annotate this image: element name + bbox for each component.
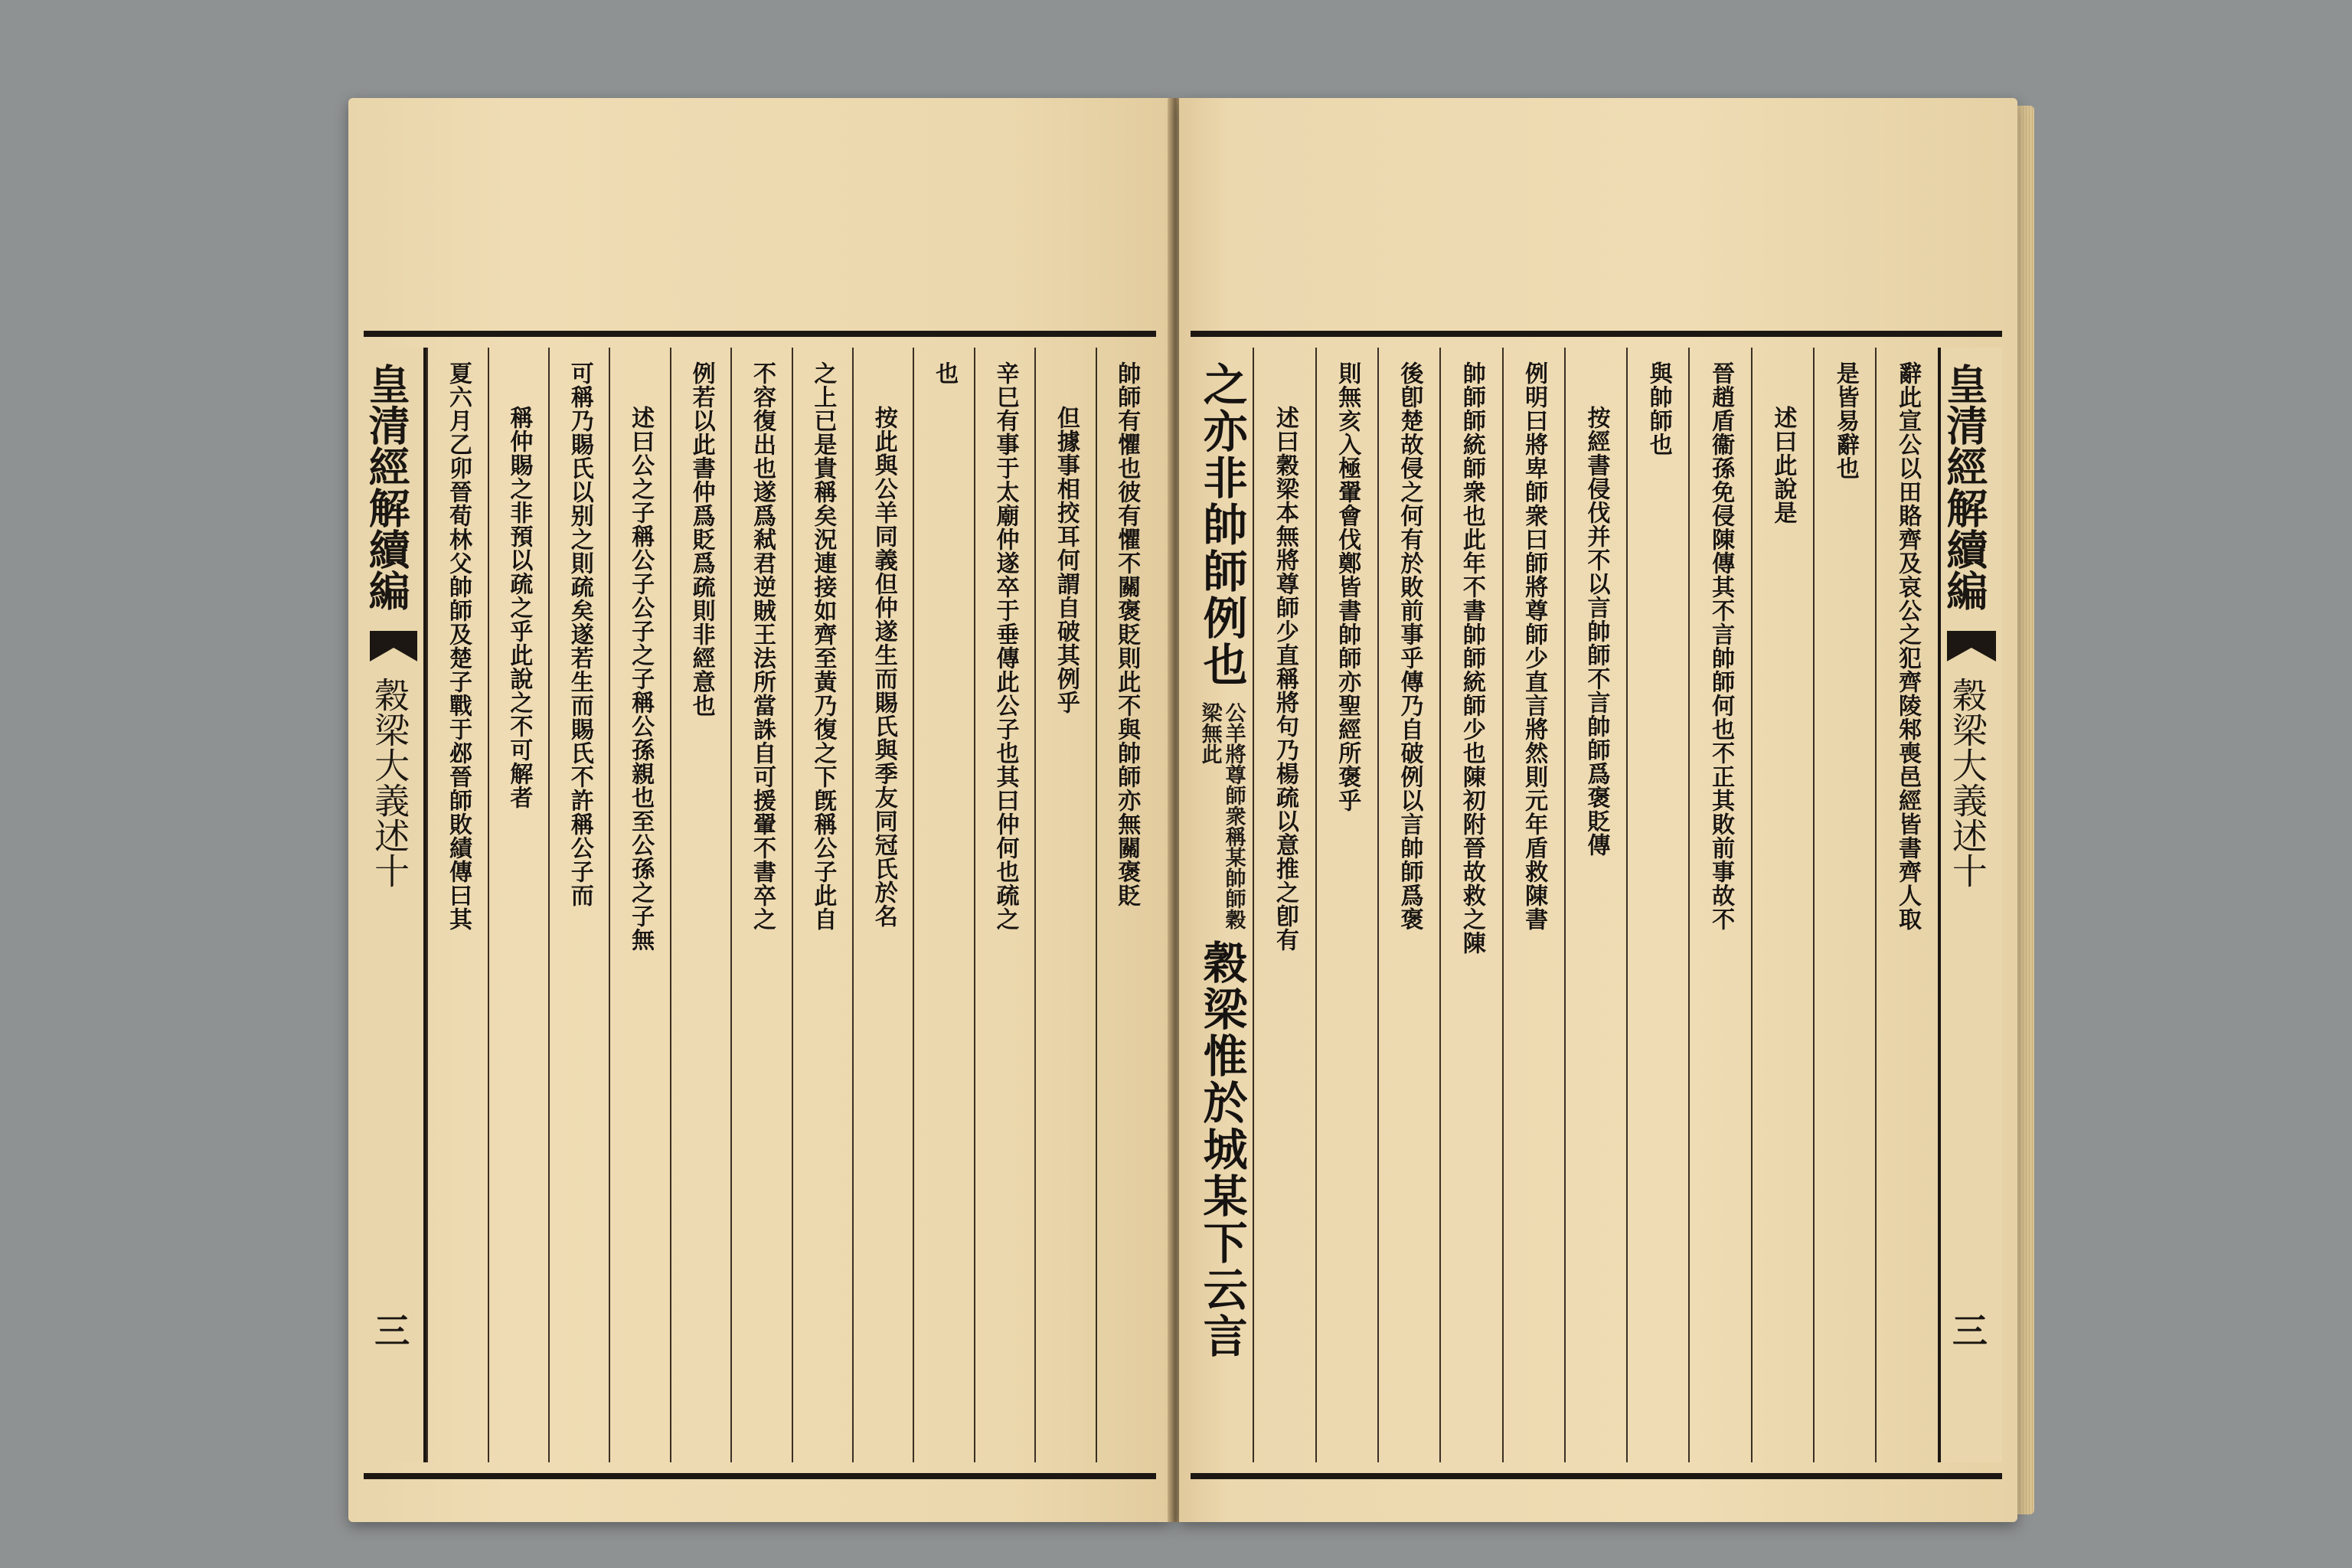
right-margin-strip	[1938, 348, 2002, 1462]
left-text-column	[488, 348, 548, 1462]
right-text-column	[1564, 348, 1626, 1462]
column-text: 按經書侵伐并不以言帥師不言帥師爲褒貶傳	[1583, 406, 1610, 857]
column-text: 可稱乃賜氏以别之則疏矣遂若生而賜氏不許稱公子而	[566, 361, 593, 907]
interlinear-note: 公羊將尊師衆稱某帥師穀梁無此	[1197, 702, 1246, 929]
column-text: 不容復出也遂爲弒君逆賊王法所當誅自可援翬不書卒之	[748, 361, 776, 931]
column-text: 後卽楚故侵之何有於敗前事乎傳乃自破例以言帥師爲褒	[1396, 361, 1423, 931]
column-text: 例若以此書仲爲貶爲疏則非經意也	[688, 361, 715, 717]
right-text-column	[1626, 348, 1688, 1462]
right-text-column	[1315, 348, 1377, 1462]
column-text: 之亦非帥師例也	[1195, 361, 1248, 688]
left-text-column	[1034, 348, 1095, 1462]
left-text-column	[1096, 348, 1156, 1462]
column-text: 辭此宣公以田賂齊及哀公之犯齊陵邾喪邑經皆書齊人取	[1894, 361, 1922, 931]
right-page	[1179, 98, 2017, 1522]
left-margin-strip	[364, 348, 426, 1462]
column-text: 帥師師統師衆也此年不書帥師統師少也陳初附晉故救之陳	[1458, 361, 1485, 955]
left-page-number: 三	[369, 1312, 411, 1348]
right-text-column	[1377, 348, 1439, 1462]
column-text: 稱仲賜之非預以疏之乎此說之不可解者	[505, 406, 533, 809]
right-text-frame	[1191, 331, 2002, 1479]
right-text-column	[1813, 348, 1875, 1462]
column-text: 帥師有懼也彼有懼不關褒貶則此不與帥師亦無關褒貶	[1113, 361, 1141, 907]
left-text-column	[670, 348, 730, 1462]
column-text: 之上已是貴稱矣況連接如齊至黃乃復之下旣稱公子此自	[809, 361, 837, 931]
left-text-column	[974, 348, 1034, 1462]
right-margin-title: 皇清經解續編	[1939, 363, 1989, 611]
left-margin-title: 皇清經解續編	[362, 363, 412, 611]
right-text-column	[1875, 348, 1937, 1462]
column-text: 是皆易辭也	[1831, 361, 1859, 480]
left-text-column	[913, 348, 973, 1462]
column-text: 但據事相挍耳何謂自破其例乎	[1052, 406, 1080, 714]
right-text-column	[1253, 348, 1315, 1462]
column-text: 述曰穀梁本無將尊師少直稱將句乃楊疏以意推之卽有	[1271, 406, 1298, 952]
right-text-column	[1191, 348, 1253, 1462]
left-text-column	[548, 348, 609, 1462]
left-text-column	[730, 348, 791, 1462]
left-margin-section: 穀梁大義述十	[369, 677, 411, 888]
column-text: 述曰公之子稱公子公子之子稱公孫親也至公孫之子無	[627, 406, 655, 952]
left-text-column	[426, 348, 487, 1462]
right-margin-section: 穀梁大義述十	[1946, 677, 1988, 888]
left-text-frame	[364, 331, 1156, 1479]
fish-tail-mark-icon	[1947, 631, 1996, 662]
column-text: 按此與公羊同義但仲遂生而賜氏與季友同冠氏於名	[870, 406, 897, 928]
column-text: 辛巳有事于太廟仲遂卒于垂傳此公子也其曰仲何也疏之	[991, 361, 1019, 931]
column-text: 例明曰將卑師衆曰師將尊師少直言將然則元年盾救陳書	[1521, 361, 1548, 931]
column-text: 也	[931, 361, 959, 385]
right-text-column	[1751, 348, 1813, 1462]
column-text: 夏六月乙卯晉荀林父帥師及楚子戰于邲晉師敗績傳曰其	[445, 361, 472, 931]
open-book	[348, 98, 2017, 1522]
column-text: 述曰此說是	[1769, 406, 1797, 524]
left-text-column	[792, 348, 852, 1462]
column-text: 晉趙盾衞孫免侵陳傳其不言帥師何也不正其敗前事故不	[1707, 361, 1735, 931]
left-columns	[364, 348, 1156, 1462]
right-text-column	[1439, 348, 1501, 1462]
page-edges	[2017, 106, 2034, 1514]
right-text-column	[1688, 348, 1750, 1462]
column-text: 則無亥入極翬會伐鄭皆書帥師亦聖經所褒乎	[1334, 361, 1361, 812]
fish-tail-mark-icon	[370, 631, 417, 662]
left-page	[348, 98, 1171, 1522]
column-text: 與帥師也	[1645, 361, 1672, 456]
left-text-column	[609, 348, 669, 1462]
right-page-number: 三	[1946, 1312, 1988, 1348]
right-text-column	[1502, 348, 1564, 1462]
column-text-tail: 穀梁惟於城某下云言	[1195, 939, 1248, 1360]
left-text-column	[852, 348, 913, 1462]
right-columns	[1191, 348, 2002, 1462]
